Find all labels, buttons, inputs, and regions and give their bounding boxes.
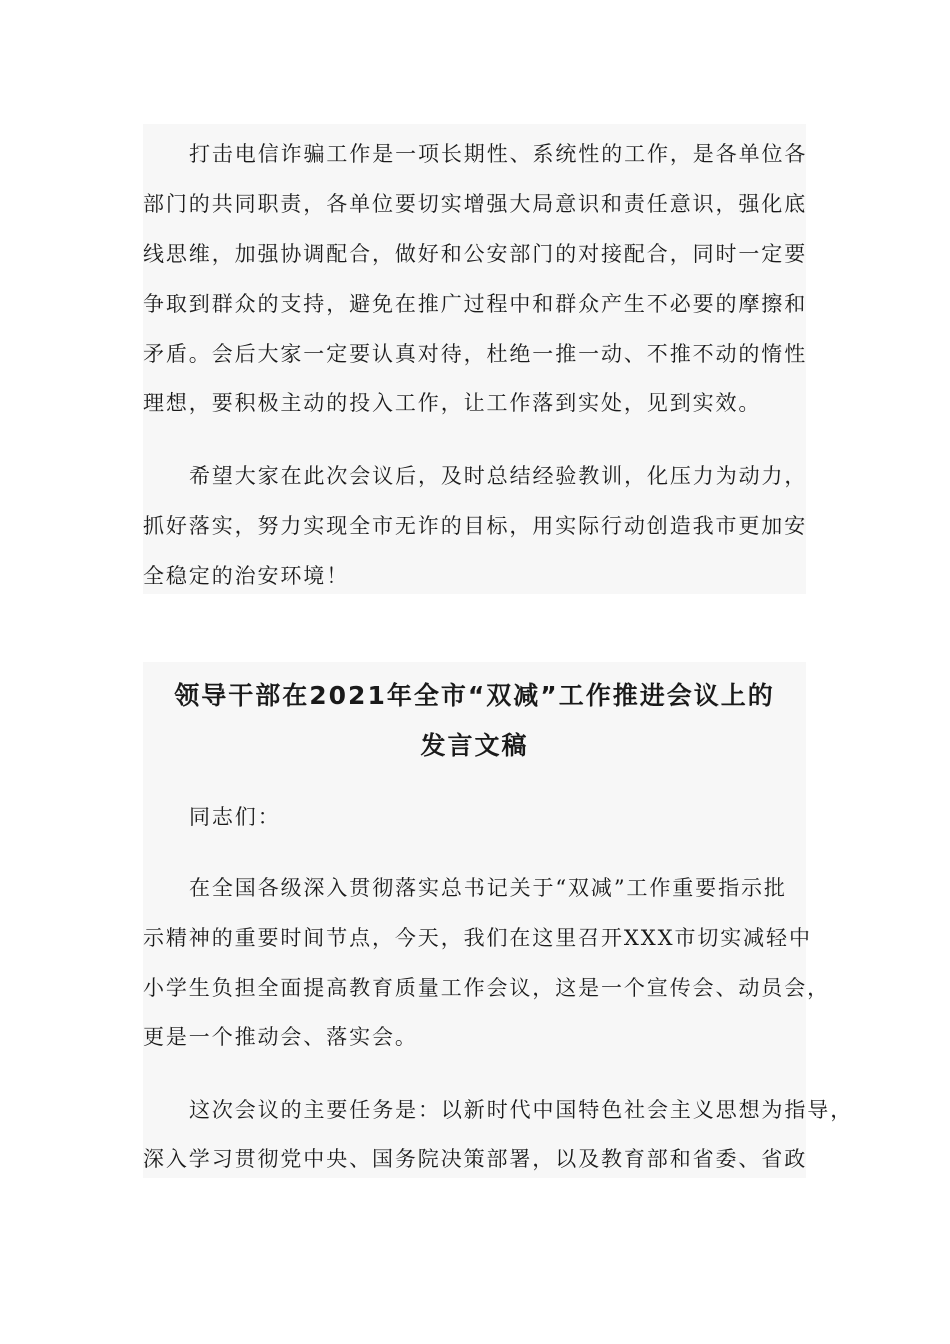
text-line: 示精神的重要时间节点，今天，我们在这里召开XXX市切实减轻中 (143, 926, 812, 950)
section-2-block (143, 662, 854, 1178)
text-line: 线思维，加强协调配合，做好和公安部门的对接配合，同时一定要 (143, 242, 808, 266)
text-line: 在全国各级深入贯彻落实总书记关于“双减”工作重要指示批 (189, 876, 787, 900)
text-line: 争取到群众的支持，避免在推广过程中和群众产生不必要的摩擦和 (143, 292, 808, 316)
text-line: 全稳定的治安环境！ (143, 564, 350, 588)
article-title: 领导干部在2021年全市“双减”工作推进会议上的 (174, 681, 775, 710)
text-line: 部门的共同职责，各单位要切实增强大局意识和责任意识，强化底 (143, 192, 808, 216)
article-title: 发言文稿 (420, 731, 529, 760)
text-line: 小学生负担全面提高教育质量工作会议，这是一个宣传会、动员会， (143, 976, 830, 1000)
text-line: 深入学习贯彻党中央、国务院决策部署，以及教育部和省委、省政 (143, 1147, 808, 1171)
text-line: 抓好落实，努力实现全市无诈的目标，用实际行动创造我市更加安 (143, 514, 808, 538)
text-line: 理想，要积极主动的投入工作，让工作落到实处，见到实效。 (143, 391, 762, 415)
section-1-block (143, 124, 806, 594)
text-line: 希望大家在此次会议后，及时总结经验教训，化压力为动力， (189, 464, 808, 488)
text-line: 打击电信诈骗工作是一项长期性、系统性的工作，是各单位各 (189, 142, 808, 166)
text-line: 矛盾。会后大家一定要认真对待，杜绝一推一动、不推不动的惰性 (143, 342, 808, 366)
text-line: 更是一个推动会、落实会。 (143, 1025, 418, 1049)
greeting: 同志们： (189, 805, 281, 829)
text-line: 这次会议的主要任务是：以新时代中国特色社会主义思想为指导， (189, 1098, 854, 1122)
